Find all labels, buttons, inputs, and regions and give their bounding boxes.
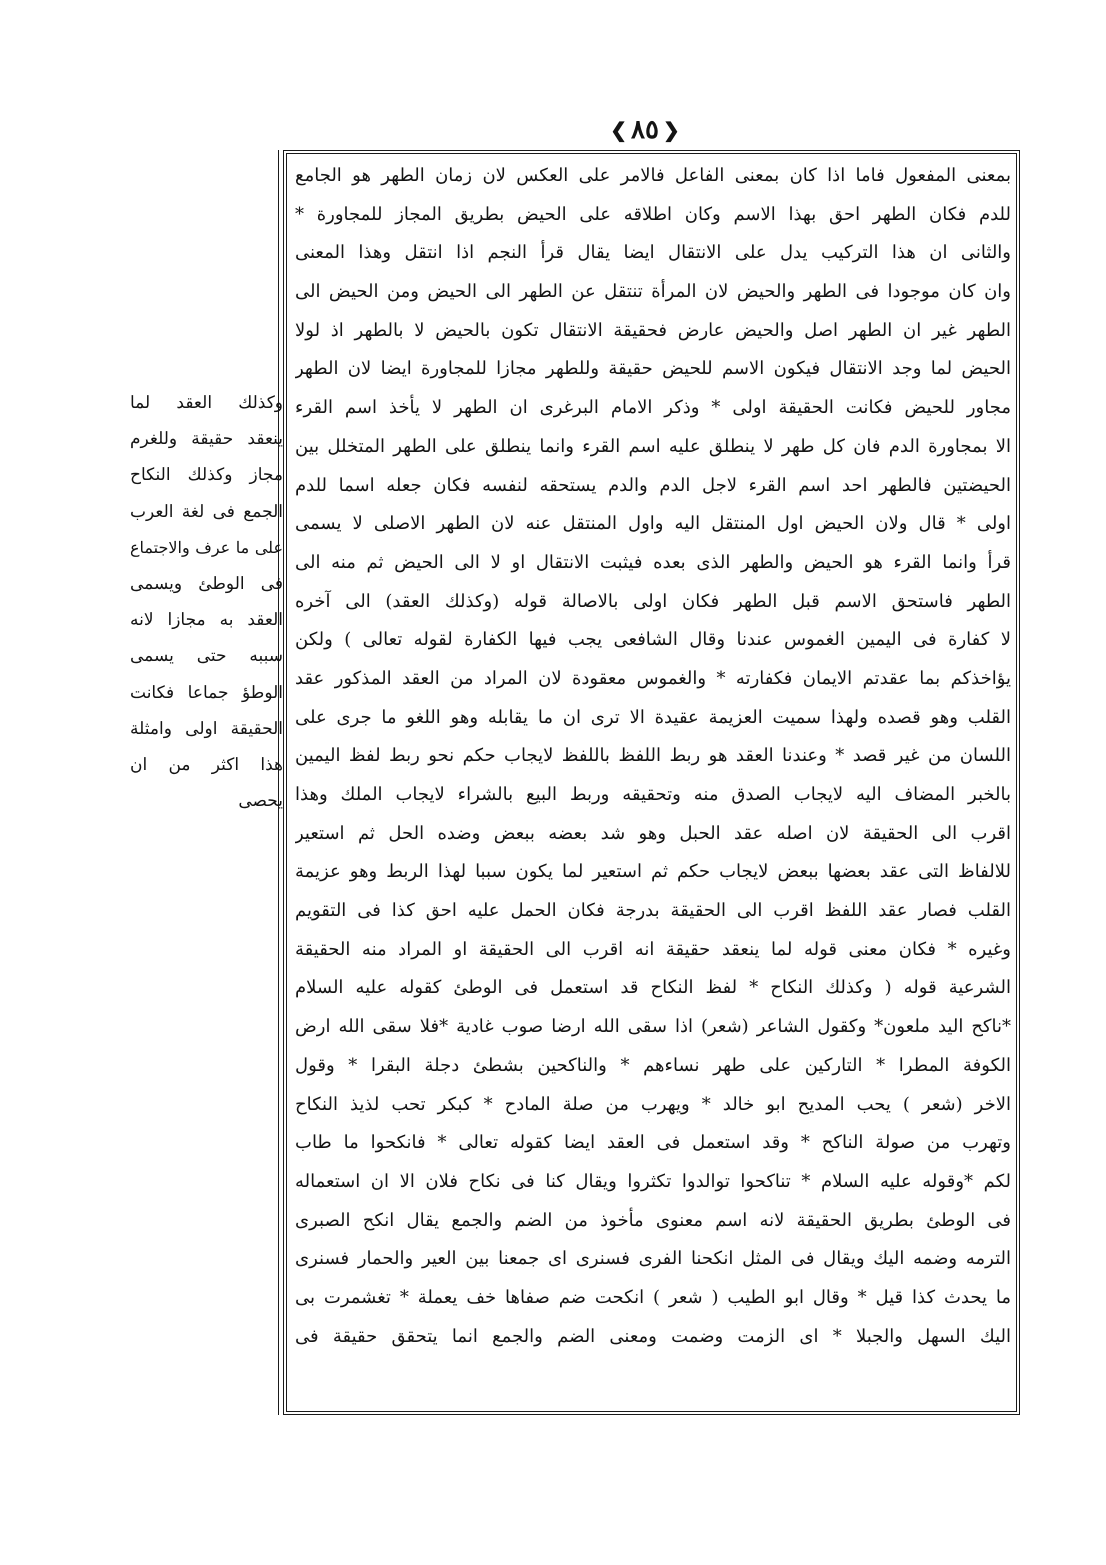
main-text-block (295, 157, 1011, 1407)
margin-note (130, 385, 283, 819)
text-line: القلب فصار عقد اللفظ اقرب الى الحقيقة بدرجة فكان الحمل عليه احق كذا فى التقويم (295, 900, 1011, 922)
text-line: اليك السهل والجبلا * اى الزمت وضمت ومعنى الضم والجمع انما يتحقق حقيقة فى (295, 1325, 1011, 1347)
text-line: قرأ وانما القرء هو الحيض والطهر الذى بعده فيثبت الانتقال او لا الى الحيض ثم منه الى (295, 551, 1011, 573)
text-line: القلب وهو قصده ولهذا سميت العزيمة عقيدة الا ترى ان ما يقابله وهو اللغو ما جرى على (295, 706, 1011, 728)
margin-note-line: وكذلك العقد لما (130, 393, 283, 413)
margin-note-line: هذا اكثر من ان (130, 754, 283, 775)
text-line: والثانى ان هذا التركيب يدل على الانتقال ايضا يقال قرأ النجم اذا انتقل وهذا المعنى (295, 242, 1011, 264)
text-line: الحيضتين فالطهر احد اسم القرء لاجل الدم والدم يستحقه لنفسه فكان جعله اسما للدم (295, 474, 1011, 496)
margin-note-line: الحقيقة اولى وامثلة (130, 718, 283, 739)
text-line: الطهر فاستحق الاسم قبل الطهر فكان اولى بالاصالة قوله (وكذلك العقد) الى آخره (295, 590, 1011, 612)
margin-note-line: سببه حتى يسمى (130, 646, 283, 667)
margin-note-line: يحصى (238, 791, 283, 812)
margin-note-line: الوطؤ جماعا فكانت (130, 682, 283, 703)
text-line: بمعنى المفعول فاما اذا كان بمعنى الفاعل فالامر على العكس لان زمان الطهر هو الجامع (295, 165, 1011, 186)
text-line: الاخر (شعر ) يحب المديح ابو خالد * ويهرب من صلة المادح * كبكر تحب لذيذ النكاح (295, 1093, 1011, 1115)
text-line: الشرعية قوله ( وكذلك النكاح * لفظ النكاح قد استعمل فى الوطئ كقوله عليه السلام (295, 977, 1011, 999)
text-line: اللسان من غير قصد * وعندنا العقد هو ربط اللفظ باللفظ لايجاب حكم نحو ربط لفظ اليمين (295, 745, 1011, 767)
text-line: اولى * قال ولان الحيض اول المنتقل اليه واول المنتقل عنه لان الطهر الاصلى لا يسمى (295, 513, 1011, 535)
text-line: للالفاظ التى عقد بعضها ببعض لايجاب حكم ثم استعير لما يكون سببا لهذا الربط وهو عزيمة (295, 861, 1011, 883)
margin-note-line: على ما عرف والاجتماع (130, 537, 283, 557)
text-line: الا بمجاورة الدم فان كل طهر لا ينطلق عليه اسم القرء وانما ينطلق على الطهر المتخلل بين (295, 435, 1011, 457)
margin-note-line: ينعقد حقيقة وللغرم (130, 429, 283, 450)
text-line: لا كفارة فى اليمين الغموس عندنا وقال الشافعى يجب فيها الكفارة لقوله تعالى ) ولكن (295, 629, 1011, 651)
text-line: الكوفة المطرا * التاركين على طهر نساءهم * والناكحين بشطئ دجلة البقرا * وقول (295, 1054, 1011, 1076)
page-number-text: ٨٥ (631, 115, 659, 145)
text-line: اقرب الى الحقيقة لان اصله عقد الحبل وهو شد بعضه ببعض وضده الحل ثم استعير (295, 822, 1011, 844)
margin-note-line: العقد به مجازا لانه (130, 610, 283, 631)
left-ornament-icon: ❮ (610, 118, 628, 142)
text-line: وغيره * فكان معنى قوله لما ينعقد حقيقة انه اقرب الى الحقيقة او المراد منه الحقيقة (295, 938, 1011, 960)
margin-note-line: مجاز وكذلك النكاح (130, 465, 283, 486)
right-ornament-icon: ❯ (662, 118, 680, 142)
text-line: يؤاخذكم بما عقدتم الايمان فكفارته * والغموس معقودة لان المراد من العقد المذكور عقد (295, 667, 1011, 689)
text-line: مجاور للحيض فكانت الحقيقة اولى * وذكر الامام البرغرى ان الطهر لا يأخذ اسم القرء (295, 397, 1011, 419)
text-line: الحيض لما وجد الانتقال فيكون الاسم للحيض حقيقة وللطهر مجازا للمجاورة ايضا لان الطهر (295, 358, 1011, 380)
text-line: بالخبر المضاف اليه لايجاب الصدق منه وتحقيقه وربط البيع بالشراء لايجاب الملك وهذا (295, 784, 1011, 805)
margin-note-line: الجمع فى لغة العرب (130, 501, 283, 522)
page-number (600, 112, 690, 148)
text-line: فى الوطئ بطريق الحقيقة لانه اسم معنوى مأخوذ من الضم والجمع يقال انكح الصبرى (295, 1209, 1011, 1231)
text-line: للدم فكان الطهر احق بهذا الاسم وكان اطلاقه على الحيض بطريق المجاز للمجاورة * (295, 203, 1011, 225)
text-line: الطهر غير ان الطهر اصل والحيض عارض فحقيقة الانتقال تكون بالحيض لا بالطهر اذ لولا (295, 319, 1011, 341)
margin-note-line: فى الوطئ ويسمى (130, 573, 283, 594)
text-line: ما يحدث كذا قيل * وقال ابو الطيب ( شعر ) انكحت ضم صفاها خف يعملة * تغشمرت بى (295, 1286, 1011, 1308)
text-line: وان كان موجودا فى الطهر والحيض لان المرأة تنتقل عن الطهر الى الحيض ومن الحيض الى (295, 281, 1011, 303)
text-line: لكم *وقوله عليه السلام * تناكحوا توالدوا تكثروا ويقال كنا فى نكاح فلان الا ان استعماله (295, 1170, 1011, 1192)
text-line: الترمه وضمه اليك ويقال فى المثل انكحنا الفرى فسنرى اى جمعنا بين العير والحمار فسنرى (295, 1248, 1011, 1270)
text-line: *ناكح اليد ملعون* وكقول الشاعر (شعر) اذا سقى الله ارضا صوب غادية *فلا سقى الله ارض (295, 1016, 1011, 1038)
text-line: وتهرب من صولة الناكح * وقد استعمل فى العقد ايضا كقوله تعالى * فانكحوا ما طاب (295, 1132, 1011, 1154)
